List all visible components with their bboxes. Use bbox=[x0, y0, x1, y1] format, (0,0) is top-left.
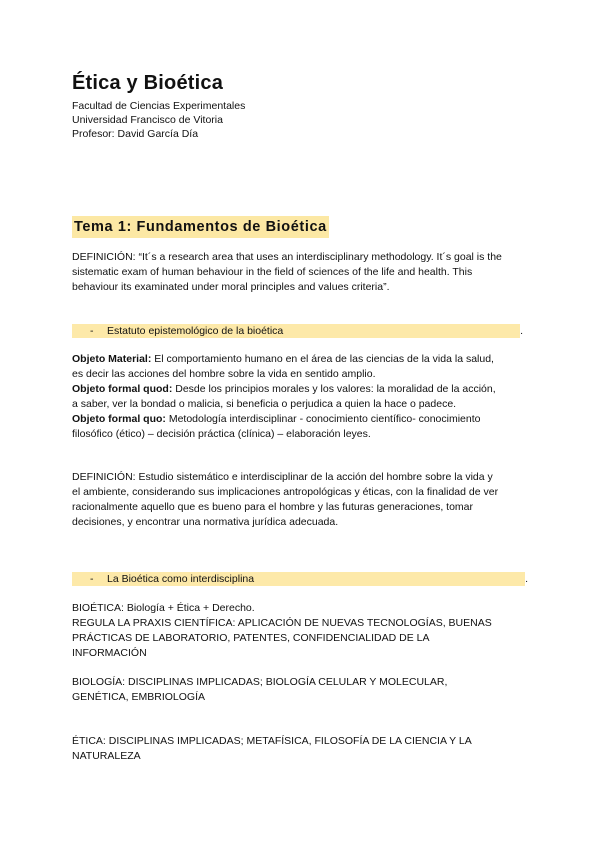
objeto-quo-label: Objeto formal quo: bbox=[72, 413, 166, 425]
etica-block bbox=[72, 734, 532, 764]
topic-heading: Tema 1: Fundamentos de Bioética bbox=[72, 216, 329, 238]
definition-english-line: sistematic exam of human behaviour in the field of sciences of the life and health. This bbox=[72, 266, 473, 278]
definition-spanish-line: el ambiente, considerando sus implicaciones antropológicas y éticas, con la finalidad de ver bbox=[72, 486, 499, 498]
university-line: Universidad Francisco de Vitoria bbox=[72, 114, 223, 126]
faculty-line: Facultad de Ciencias Experimentales bbox=[72, 100, 246, 112]
bullet-dash: - bbox=[90, 573, 94, 585]
objeto-material-label: Objeto Material: bbox=[72, 353, 152, 365]
definition-spanish-line: DEFINICIÓN: Estudio sistemático e interdisciplinar de la acción del hombre sobre la vida y bbox=[72, 471, 493, 483]
section-heading-label: La Bioética como interdisciplina bbox=[107, 573, 255, 585]
bioetica-block bbox=[72, 601, 532, 661]
section-heading-end: . bbox=[520, 325, 523, 337]
professor-line: Profesor: David García Día bbox=[72, 128, 199, 140]
definition-english-line: behaviour its examinated under moral principles and values criteria”. bbox=[72, 281, 390, 293]
objeto-material-text: El comportamiento humano en el área de las ciencias de la vida la salud, bbox=[151, 353, 494, 365]
definition-spanish-line: racionalmente aquello que es bueno para el hombre y las futuras generaciones, tomar bbox=[72, 501, 473, 513]
objeto-quod-text: Desde los principios morales y los valores: la moralidad de la acción, bbox=[172, 383, 496, 395]
objeto-material-line bbox=[72, 352, 532, 367]
biologia-block bbox=[72, 675, 532, 705]
definition-spanish-line: decisiones, y encontrar una normativa jurídica adecuada. bbox=[72, 516, 339, 528]
biologia-line: BIOLOGÍA: DISCIPLINAS IMPLICADAS; BIOLOGÍA CELULAR Y MOLECULAR, bbox=[72, 676, 448, 688]
section-heading-label: Estatuto epistemológico de la bioética bbox=[107, 325, 284, 337]
section-heading-interdisciplina bbox=[72, 572, 528, 586]
objeto-material-line: es decir las acciones del hombre sobre la vida en sentido amplio. bbox=[72, 368, 376, 380]
definition-english bbox=[72, 250, 532, 295]
definition-spanish bbox=[72, 470, 532, 530]
bioetica-line: INFORMACIÓN bbox=[72, 647, 147, 659]
etica-line: ÉTICA: DISCIPLINAS IMPLICADAS; METAFÍSICA, FILOSOFÍA DE LA CIENCIA Y LA bbox=[72, 735, 472, 747]
section-heading-end: . bbox=[525, 573, 528, 585]
objeto-quod-line bbox=[72, 382, 532, 397]
objeto-quo-text: Metodología interdisciplinar - conocimiento científico- conocimiento bbox=[165, 413, 481, 425]
definition-english-line: DEFINICIÓN: “It´s a research area that uses an interdisciplinary methodology. It´s goal is the bbox=[72, 251, 502, 263]
biologia-line: GENÉTICA, EMBRIOLOGÍA bbox=[72, 691, 206, 703]
objeto-quod-label: Objeto formal quod: bbox=[72, 383, 173, 395]
etica-line: NATURALEZA bbox=[72, 750, 141, 762]
document-title: Ética y Bioética bbox=[72, 72, 224, 94]
objeto-quo-line: filosófico (ético) – decisión práctica (clínica) – elaboración leyes. bbox=[72, 428, 371, 440]
objeto-quo-line bbox=[72, 412, 532, 427]
objeto-quod-line: a saber, ver la bondad o malicia, si beneficia o perjudica a quien la hace o padece. bbox=[72, 398, 457, 410]
bioetica-line: BIOÉTICA: Biología + Ética + Derecho. bbox=[72, 602, 255, 614]
bioetica-line: PRÁCTICAS DE LABORATORIO, PATENTES, CONFIDENCIALIDAD DE LA bbox=[72, 632, 430, 644]
objects-block bbox=[72, 352, 532, 442]
bioetica-line: REGULA LA PRAXIS CIENTÍFICA: APLICACIÓN DE NUEVAS TECNOLOGÍAS, BUENAS bbox=[72, 617, 492, 629]
section-heading-epistemological bbox=[72, 324, 523, 338]
bullet-dash: - bbox=[90, 325, 94, 337]
